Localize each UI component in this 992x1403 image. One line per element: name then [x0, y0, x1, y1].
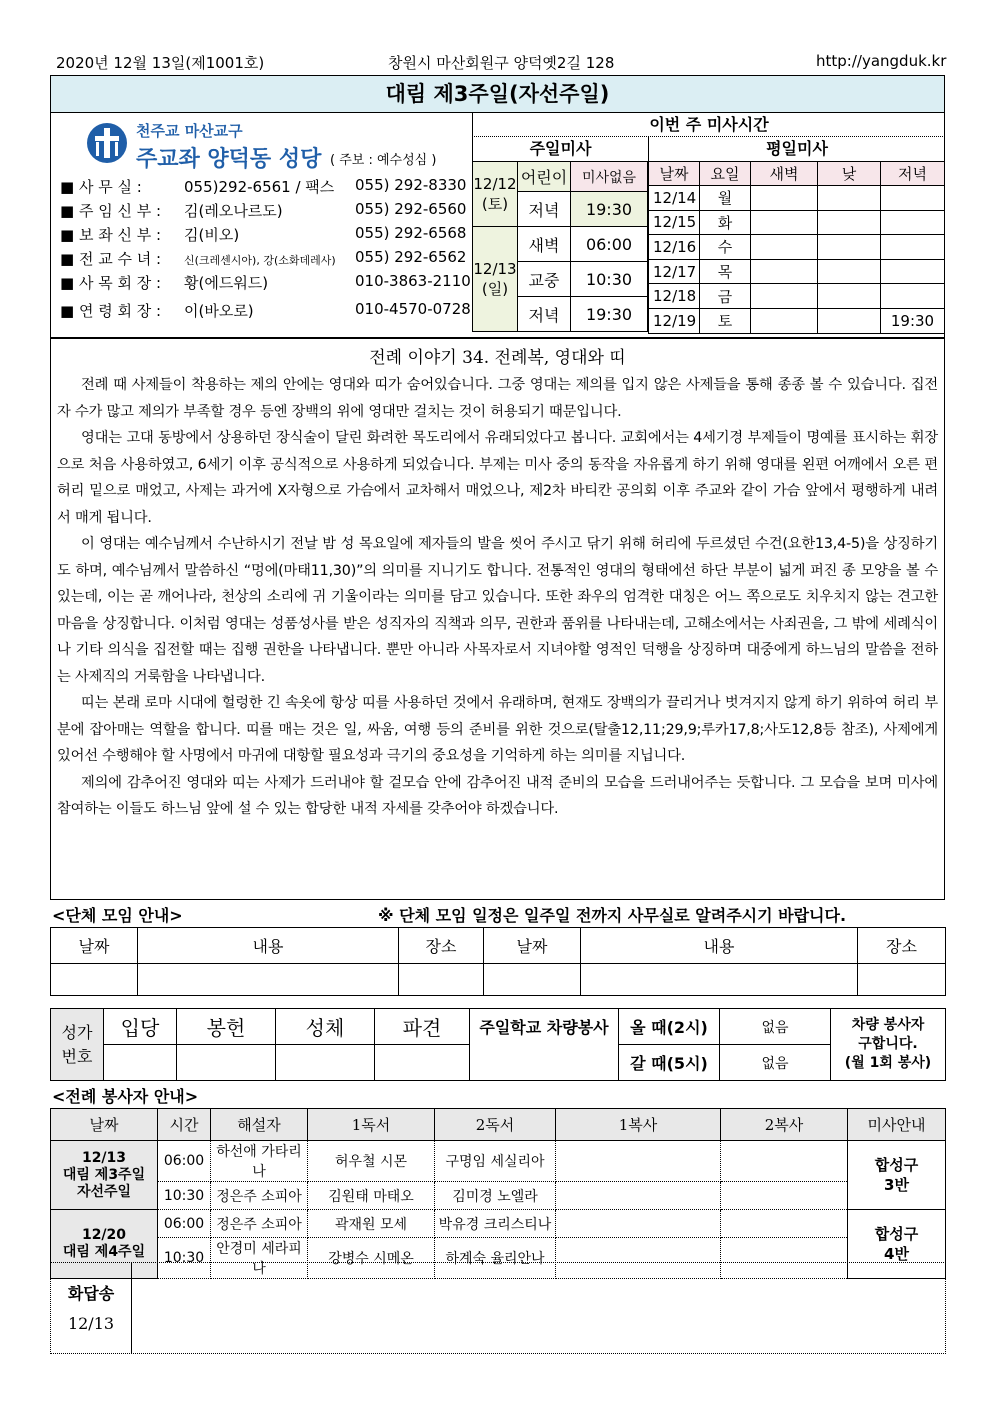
contact-value: 055)292-6561 / 팩스 [184, 178, 335, 196]
weekday-cell: 12/17 [649, 259, 700, 284]
contact-phone[interactable]: 055) 292-6560 [355, 200, 467, 218]
servers-title: <전례 봉사자 안내> [52, 1087, 199, 1106]
hymn-offertory-number [177, 1045, 276, 1081]
group-title: <단체 모임 안내> [52, 906, 183, 925]
weekday-cell [751, 235, 818, 260]
servers-cell [556, 1141, 721, 1182]
weekday-cell: 12/14 [649, 186, 700, 211]
weekday-header: 새벽 [751, 162, 818, 186]
weekday-cell [751, 259, 818, 284]
weekday-cell [818, 235, 881, 260]
group-header: 날짜 [484, 928, 581, 964]
issue-date: 2020년 12월 13일(제1001호) [56, 54, 265, 72]
weekday-mass-table [648, 161, 945, 334]
servers-cell: 허우철 시몬 [308, 1141, 435, 1182]
servers-date: 12/20 대림 제4주일 [51, 1210, 158, 1279]
group-cell [138, 964, 399, 996]
weekday-cell [818, 308, 881, 333]
weekday-cell: 금 [700, 284, 751, 309]
hwadapsong-box [50, 1262, 946, 1354]
contact-list [60, 176, 470, 324]
servers-cell: 박유경 크리스티나 [435, 1210, 556, 1238]
sunday-mass-table [472, 161, 648, 332]
saturday-date: 12/12 (토) [473, 162, 518, 227]
servers-header: 시간 [158, 1109, 211, 1141]
hymn-entrance-number [104, 1045, 177, 1081]
contact-phone[interactable]: 055) 292-6562 [355, 248, 467, 266]
contact-value: 이(바오로) [184, 302, 254, 320]
hymn-col-communion: 성체 [276, 1009, 375, 1045]
weekday-cell [881, 186, 945, 211]
contact-row [60, 248, 470, 272]
sunday-mass-time: 06:00 [571, 227, 648, 262]
article-paragraph: 이 영대는 예수님께서 수난하시기 전날 밤 성 목요일에 제자들의 발을 씻어 주시고 닦기 위해 허리에 두르셨던 수건(요한13,4-5)을 상징하기도 하며, 예수님께서 말씀하신 “멍에(마태11,30)”의 의미를 지니기도 합니다. 전통적인 영대의 형태에선 하단 부분이 넓게 퍼진 종 모양을 볼 수 있는데, 이는 곧 깨어나라, 천상의 소리에 귀 기울이라는 의미를 담고 있습니다. 또한 좌우의 엄격한 대칭은 어느 쪽으로도 치우치지 않는 견고한 마음을 상징합니다. 이처럼 영대는 성품성사를 받은 성직자의 직책과 의무, 권한과 품위를 나타내는데, 고해소에서는 사죄권을, 그 밖에 세례식이나 기타 의식을 집전할 때는 집행 권한을 나타냅니다. 뿐만 아니라 사목자로서 지녀야할 영적인 덕행을 상징하며 대중에게 하느님의 말씀을 전하는 사제직의 거룩함을 나타냅니다. [57, 536, 938, 685]
contact-value: 황(에드워드) [184, 274, 269, 292]
transport-back-label: 갈 때(5시) [619, 1045, 720, 1081]
weekday-cell [881, 284, 945, 309]
contact-label: ■ 연 령 회 장 : [60, 302, 162, 320]
weekday-cell [751, 284, 818, 309]
sunday-mass-time: 19:30 [571, 297, 648, 332]
church-name: 주교좌 양덕동 성당 [136, 147, 322, 172]
article-title: 전례 이야기 34. 전례복, 영대와 띠 [369, 348, 626, 368]
hymn-dismissal-number [375, 1045, 470, 1081]
servers-header: 날짜 [51, 1109, 158, 1141]
transport-back-value: 없음 [720, 1045, 831, 1081]
weekday-cell: 수 [700, 235, 751, 260]
group-cell [399, 964, 484, 996]
servers-cell [721, 1182, 848, 1210]
article-paragraph: 영대는 고대 동방에서 상용하던 장식술이 달린 화려한 목도리에서 유래되었다고 봅니다. 교회에서는 4세기경 부제들이 명예를 표시하는 휘장으로 처음 사용하였고, 6세기 이후 공식적으로 사용하게 되었습니다. 부제는 미사 중의 동작을 자유롭게 하기 위해 영대를 왼편 어깨에서 오른 편 허리 밑으로 매었고, 사제는 과거에 X자형으로 가슴에서 교차해서 매었으나, 제2차 바티칸 공의회 이후 주교와 같이 가슴 앞에서 평행하게 내려서 매게 됩니다. [57, 430, 938, 526]
servers-cell: 06:00 [158, 1141, 211, 1182]
hwadapsong-date: 12/13 [67, 1314, 115, 1333]
group-cell [858, 964, 946, 996]
hymn-communion-number [276, 1045, 375, 1081]
sunday-school-label: 주일학교 차량봉사 [470, 1009, 619, 1045]
servers-cell: 구명임 세실리아 [435, 1141, 556, 1182]
church-logo [86, 122, 128, 164]
hymn-table [50, 1008, 946, 1081]
weekday-header: 요일 [700, 162, 751, 186]
diocese-name: 천주교 마산교구 [136, 122, 243, 140]
servers-cell: 10:30 [158, 1182, 211, 1210]
contact-label: ■ 사 무 실 : [60, 178, 142, 196]
sunday-mass-name: 새벽 [518, 227, 571, 262]
sunday-mass-title: 주일미사 [472, 137, 648, 161]
weekday-header: 낮 [818, 162, 881, 186]
article-paragraph: 띠는 본래 로마 시대에 헐렁한 긴 속옷에 항상 띠를 사용하던 것에서 유래하며, 현재도 장백의가 끌리거나 벗겨지지 않게 하기 위하여 허리 부분에 잡아매는 역할을 합니다. 띠를 매는 것은 일, 싸움, 여행 등의 준비를 위한 것으로(탈출12,11;29,9;루카17,8;사도12,8등 참조), 사제에게 있어선 수행해야 할 사명에서 마귀에 대항할 필요성과 극기의 중요성을 기억하게 하는 의미를 지닙니다. [57, 695, 938, 764]
weekday-cell: 목 [700, 259, 751, 284]
weekday-cell: 화 [700, 210, 751, 235]
contact-row [60, 176, 470, 200]
servers-cell: 06:00 [158, 1210, 211, 1238]
servers-cell: 안경미 세라피나 [211, 1238, 308, 1279]
servers-cell: 하선애 가타리나 [211, 1141, 308, 1182]
weekday-mass-title: 평일미사 [648, 137, 945, 161]
weekday-cell [751, 308, 818, 333]
group-cell [51, 964, 138, 996]
sunday-mass-time: 10:30 [571, 262, 648, 297]
servers-guide: 합성구 4반 [848, 1210, 946, 1279]
contact-label: ■ 사 목 회 장 : [60, 274, 162, 292]
servers-header: 1복사 [556, 1109, 721, 1141]
contact-row [60, 300, 470, 324]
sunday-mass-name: 저녁 [518, 297, 571, 332]
contact-phone[interactable]: 055) 292-6568 [355, 224, 467, 242]
group-meeting-table [50, 927, 946, 996]
sunday-date: 12/13 (일) [473, 227, 518, 332]
transport-go-value: 없음 [720, 1009, 831, 1045]
weekday-cell: 토 [700, 308, 751, 333]
servers-cell: 정은주 소피아 [211, 1182, 308, 1210]
servers-cell [556, 1210, 721, 1238]
sunday-mass-time: 미사없음 [571, 162, 648, 192]
weekday-cell [881, 210, 945, 235]
church-patron: ( 주보 : 예수성심 ) [330, 153, 437, 168]
hymn-col-entrance: 입당 [104, 1009, 177, 1045]
transport-go-label: 올 때(2시) [619, 1009, 720, 1045]
servers-cell [721, 1141, 848, 1182]
contact-value: 김(비오) [184, 226, 240, 244]
servers-cell: 김미경 노엘라 [435, 1182, 556, 1210]
group-header: 내용 [138, 928, 399, 964]
servers-cell [721, 1210, 848, 1238]
servers-cell: 정은주 소피아 [211, 1210, 308, 1238]
group-header: 내용 [581, 928, 858, 964]
servers-date: 12/13 대림 제3주일 자선주일 [51, 1141, 158, 1210]
article-paragraph: 전례 때 사제들이 착용하는 제의 안에는 영대와 띠가 숨어있습니다. 그중 영대는 제의를 입지 않은 사제들을 통해 종종 볼 수 있습니다. 집전자 수가 많고 제의가 부족할 경우 등엔 장백의 위에 영대만 걸치는 것이 허용되기 때문입니다. [57, 377, 938, 420]
group-header: 날짜 [51, 928, 138, 964]
title-bar [50, 75, 945, 113]
servers-cell: 김원태 마태오 [308, 1182, 435, 1210]
weekday-cell [751, 210, 818, 235]
mass-title: 이번 주 미사시간 [472, 113, 945, 137]
servers-cell: 하계숙 율리안나 [435, 1238, 556, 1279]
weekday-cell [818, 259, 881, 284]
servers-cell: 곽재원 모세 [308, 1210, 435, 1238]
servers-header: 1독서 [308, 1109, 435, 1141]
weekday-header: 저녁 [881, 162, 945, 186]
weekday-cell: 12/15 [649, 210, 700, 235]
weekday-cell: 12/19 [649, 308, 700, 333]
servers-table [50, 1108, 946, 1279]
contact-phone[interactable]: 010-4570-0728 [355, 300, 471, 318]
group-cell [581, 964, 858, 996]
weekday-cell [881, 235, 945, 260]
sunday-mass-time: 19:30 [571, 192, 648, 227]
mass-schedule [472, 113, 945, 338]
church-address: 창원시 마산회원구 양덕옛2길 128 [388, 54, 615, 72]
contact-phone[interactable]: 055) 292-8330 [355, 176, 467, 194]
article-body [51, 368, 944, 823]
weekday-cell [818, 284, 881, 309]
weekday-cell [818, 210, 881, 235]
sunday-mass-name: 저녁 [518, 192, 571, 227]
contact-value: 김(레오나르도) [184, 202, 283, 220]
hymn-label: 성가 번호 [51, 1009, 104, 1081]
website-link[interactable]: http://yangduk.kr [816, 52, 947, 70]
servers-header: 2독서 [435, 1109, 556, 1141]
sunday-mass-name: 어린이 [518, 162, 571, 192]
weekday-cell: 12/16 [649, 235, 700, 260]
contact-label: ■ 전 교 수 녀 : [60, 250, 162, 268]
contact-row [60, 272, 470, 296]
weekday-header: 날짜 [649, 162, 700, 186]
sunday-school-blank [470, 1045, 619, 1081]
page-title: 대림 제3주일(자선주일) [385, 82, 610, 106]
hwadapsong-label: 화답송 [67, 1284, 115, 1303]
weekday-cell: 19:30 [881, 308, 945, 333]
servers-cell: 강병수 시메온 [308, 1238, 435, 1279]
group-header: 장소 [858, 928, 946, 964]
contact-row [60, 200, 470, 224]
contact-row [60, 224, 470, 248]
contact-value: 신(크레센시아), 강(소화데레사) [184, 254, 336, 267]
weekday-cell [881, 259, 945, 284]
weekday-cell: 12/18 [649, 284, 700, 309]
contact-label: ■ 주 임 신 부 : [60, 202, 162, 220]
hymn-col-offertory: 봉헌 [177, 1009, 276, 1045]
servers-cell [556, 1182, 721, 1210]
group-note: ※ 단체 모임 일정은 일주일 전까지 사무실로 알려주시기 바랍니다. [378, 906, 847, 925]
weekday-cell [751, 186, 818, 211]
transport-volunteer-note: 차량 봉사자 구합니다. (월 1회 봉사) [831, 1009, 946, 1081]
sunday-mass-name: 교중 [518, 262, 571, 297]
servers-header: 2복사 [721, 1109, 848, 1141]
article-box [50, 338, 945, 900]
article-paragraph: 제의에 감추어진 영대와 띠는 사제가 드러내야 할 겉모습 안에 감추어진 내적 준비의 모습을 드러내어주는 듯합니다. 그 모습을 보며 미사에 참여하는 이들도 하느님 앞에 설 수 있는 합당한 내적 자세를 갖추어야 하겠습니다. [57, 774, 938, 817]
weekday-cell [818, 186, 881, 211]
weekday-cell: 월 [700, 186, 751, 211]
servers-cell: 10:30 [158, 1238, 211, 1279]
contact-label: ■ 보 좌 신 부 : [60, 226, 162, 244]
group-header: 장소 [399, 928, 484, 964]
group-cell [484, 964, 581, 996]
servers-header: 해설자 [211, 1109, 308, 1141]
contact-phone[interactable]: 010-3863-2110 [355, 272, 471, 290]
servers-guide: 합성구 3반 [848, 1141, 946, 1210]
hymn-col-dismissal: 파견 [375, 1009, 470, 1045]
servers-header: 미사안내 [848, 1109, 946, 1141]
